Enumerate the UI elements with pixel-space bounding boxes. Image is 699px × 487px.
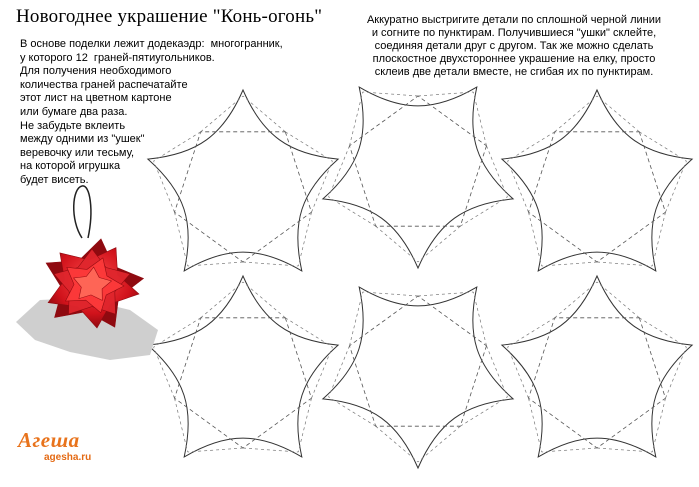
logo-word: Агеша [18, 428, 80, 452]
instruction-line: Аккуратно выстригите детали по сплошной черной линии [366, 14, 662, 26]
cut-outline [148, 276, 338, 457]
intro-line: Для получения необходимого [20, 65, 172, 78]
ornament-illustration [10, 180, 160, 380]
cut-outline [148, 90, 338, 271]
pentagon-template [323, 87, 513, 268]
page-title: Новогоднее украшение "Конь-огонь" [16, 6, 323, 27]
cut-outline [323, 287, 513, 468]
cut-outline [502, 276, 692, 457]
instruction-line: плоскостное двухстороннее украшение на елку, просто [372, 53, 656, 65]
intro-line: количества граней распечатайте [20, 78, 188, 91]
pentagon-template [148, 276, 338, 457]
ornament-string [74, 186, 91, 238]
agesha-logo [14, 428, 124, 472]
intro-line: между одними из "ушек" [20, 133, 145, 146]
pentagon-template [502, 90, 692, 271]
instruction-line: склеив две детали вместе, не сгибая их по пунктирам. [374, 66, 654, 78]
pentagon-template [323, 287, 513, 468]
intro-line: у которого 12 граней-пятиугольников. [20, 51, 215, 64]
cut-outline [502, 90, 692, 271]
instruction-line: и согните по пунктирам. Получившиеся "ушки" склейте, [371, 27, 657, 39]
logo-url: agesha.ru [44, 452, 92, 463]
intro-line: веревочку или тесьму, [20, 146, 135, 159]
cut-outline [323, 87, 513, 268]
pentagon-template [502, 276, 692, 457]
pentagon-template [148, 90, 338, 271]
intro-line: на которой игрушка [20, 160, 121, 173]
intro-line: Не забудьте вклеить [20, 119, 126, 132]
intro-line: будет висеть. [20, 173, 89, 186]
intro-line: или бумаге два раза. [20, 105, 128, 118]
instruction-line: соединяя детали друг с другом. Так же можно сделать [374, 40, 654, 52]
intro-line: этот лист на цветном картоне [20, 92, 172, 105]
intro-line: В основе поделки лежит додекаэдр: многогранник, [20, 38, 283, 50]
